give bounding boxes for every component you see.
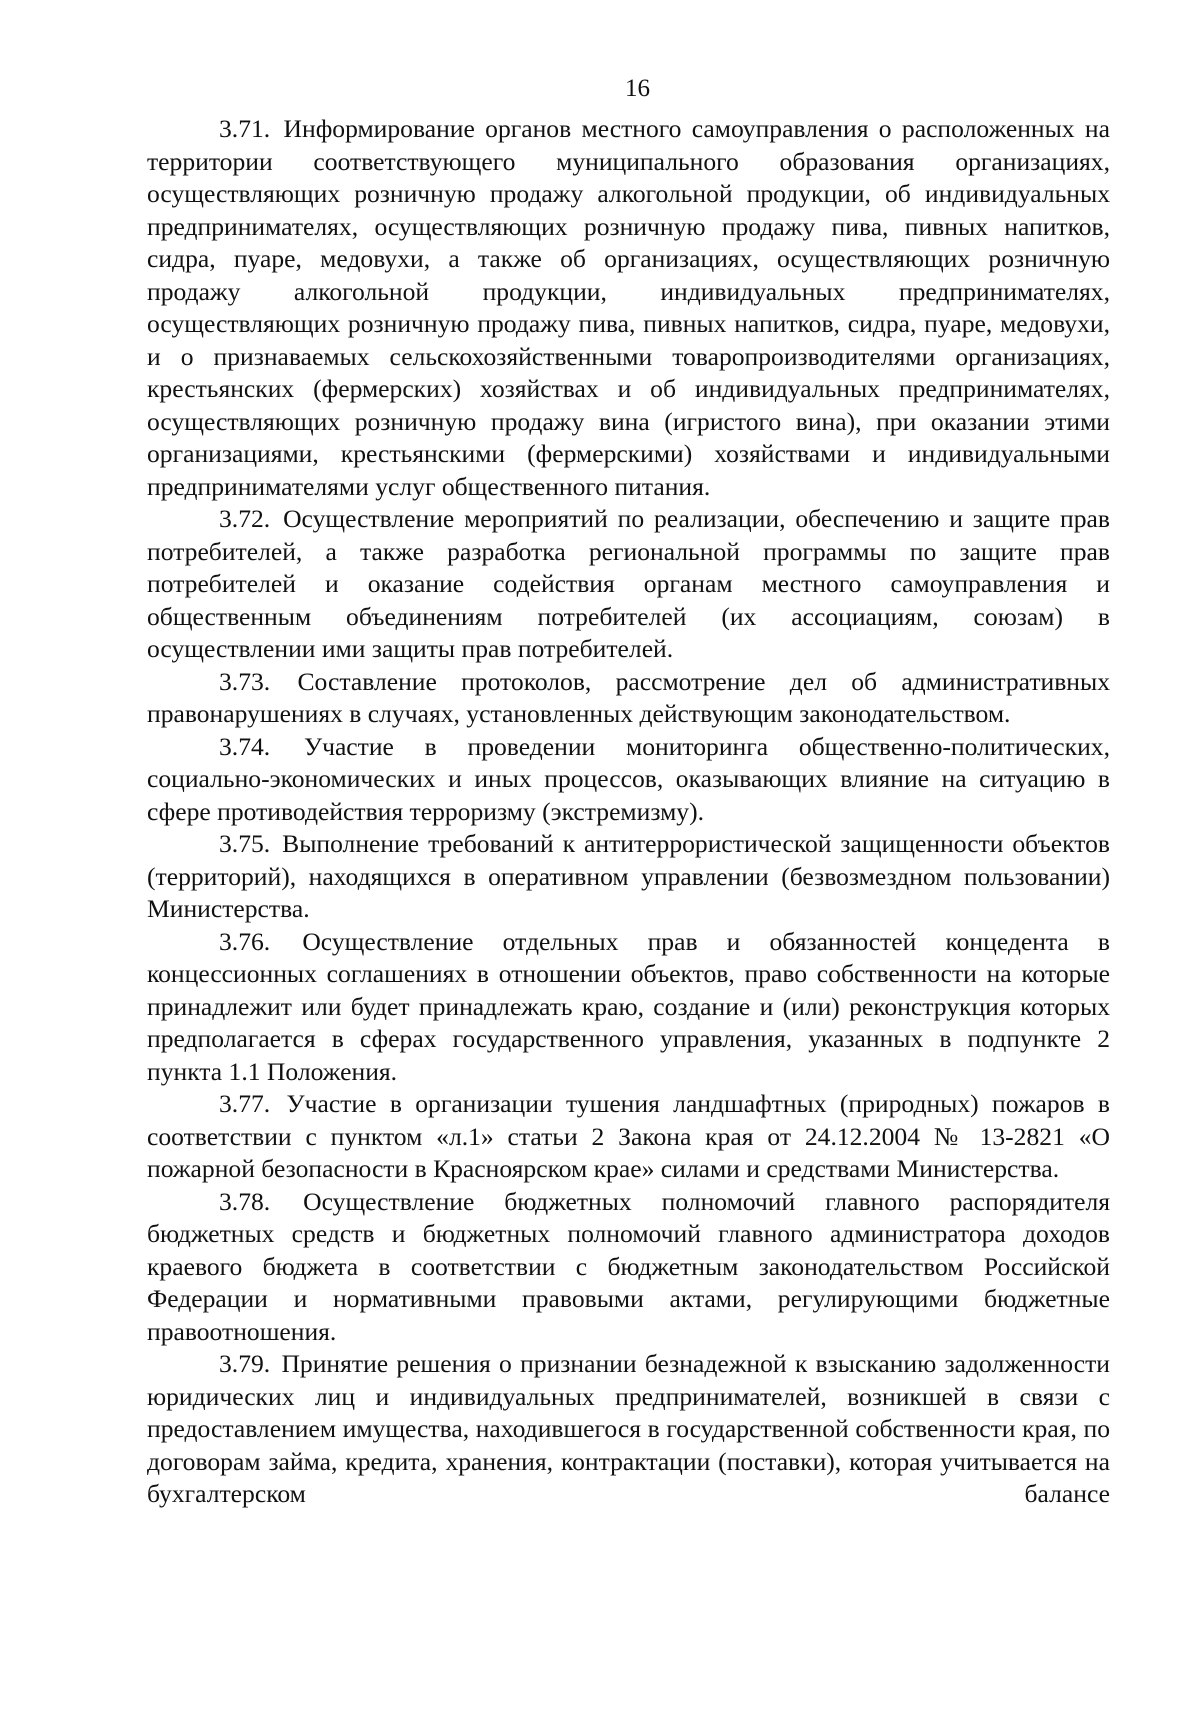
paragraph-number: 3.75. bbox=[219, 829, 271, 858]
paragraph-3-73 bbox=[147, 666, 1110, 731]
paragraph-3-76 bbox=[147, 926, 1110, 1089]
paragraph-text: Участие в организации тушения ландшафтных (природных) пожаров в соответствии с пунктом «л.1» статьи 2 Закона края от 24.12.2004 № 13-2821 «О пожарной безопасности в Красноярском крае» силами и средствами Министерства. bbox=[147, 1089, 1111, 1183]
paragraph-3-75 bbox=[147, 828, 1110, 926]
paragraph-text: Информирование органов местного самоуправления о расположенных на территории соответствующего муниципального образования организациях, осуществляющих розничную продажу алкогольной продукции, об индивидуальных предпринимателях, осуществляющих розничную продажу пива, пивных напитков, сидра, пуаре, медовухи, а также об организациях, осуществляющих розничную продажу алкогольной продукции, индивидуальных предпринимателях, осуществляющих розничную продажу пива, пивных напитков, сидра, пуаре, медовухи, и о признаваемых сельскохозяйственными товаропроизводителями организациях, крестьянских (фермерских) хозяйствах и об индивидуальных предпринимателях, осуществляющих розничную продажу вина (игристого вина), при оказании этими организациями, крестьянскими (фермерскими) хозяйствами и индивидуальными предпринимателями услуг общественного питания. bbox=[147, 114, 1110, 501]
paragraph-3-79 bbox=[147, 1348, 1110, 1511]
paragraph-number: 3.77. bbox=[219, 1089, 271, 1118]
paragraph-3-77 bbox=[147, 1088, 1110, 1186]
paragraph-3-78 bbox=[147, 1186, 1110, 1349]
paragraph-3-72 bbox=[147, 503, 1110, 666]
paragraph-text: Принятие решения о признании безнадежной к взысканию задолженности юридических лиц и индивидуальных предпринимателей, возникшей в связи с предоставлением имущества, находившегося в государственной собственности края, по договорам займа, кредита, хранения, контрактации (поставки), которая учитывается на бухгалтерском балансе bbox=[147, 1349, 1110, 1508]
paragraph-3-71 bbox=[147, 113, 1110, 503]
page-number: 16 bbox=[625, 75, 650, 102]
paragraph-text: Выполнение требований к антитеррористической защищенности объектов (территорий), находящихся в оперативном управлении (безвозмездном пользовании) Министерства. bbox=[147, 829, 1110, 923]
paragraph-3-74 bbox=[147, 731, 1110, 829]
paragraph-number: 3.78. bbox=[219, 1186, 271, 1216]
paragraph-text: Осуществление бюджетных полномочий главного распорядителя бюджетных средств и бюджетных полномочий главного администратора доходов краевого бюджета в соответствии с бюджетным законодательством Российской Федерации и нормативными правовыми актами, регулирующими бюджетные правоотношения. bbox=[147, 1186, 1111, 1346]
paragraph-number: 3.71. bbox=[219, 114, 271, 143]
paragraph-number: 3.74. bbox=[219, 731, 271, 761]
paragraph-text: Участие в проведении мониторинга общественно-политических, социально-экономических и иных процессов, оказывающих влияние на ситуацию в сфере противодействия терроризму (экстремизму). bbox=[147, 731, 1110, 826]
paragraph-text: Осуществление отдельных прав и обязанностей концедента в концессионных соглашениях в отношении объектов, право собственности на которые принадлежит или будет принадлежать краю, создание и (или) реконструкция которых предполагается в сферах государственного управления, указанных в подпункте 2 пункта 1.1 Положения. bbox=[147, 926, 1110, 1086]
document-body bbox=[147, 113, 1110, 1511]
paragraph-text: Осуществление мероприятий по реализации, обеспечению и защите прав потребителей, а также разработка региональной программы по защите прав потребителей и оказание содействия органам местного самоуправления и общественным объединениям потребителей (их ассоциациям, союзам) в осуществлении ими защиты прав потребителей. bbox=[147, 504, 1110, 663]
paragraph-number: 3.79. bbox=[219, 1349, 271, 1378]
paragraph-number: 3.76. bbox=[219, 926, 271, 956]
paragraph-number: 3.73. bbox=[219, 666, 271, 696]
paragraph-text: Составление протоколов, рассмотрение дел об административных правонарушениях в случаях, установленных действующим законодательством. bbox=[147, 666, 1110, 728]
paragraph-number: 3.72. bbox=[219, 504, 271, 533]
